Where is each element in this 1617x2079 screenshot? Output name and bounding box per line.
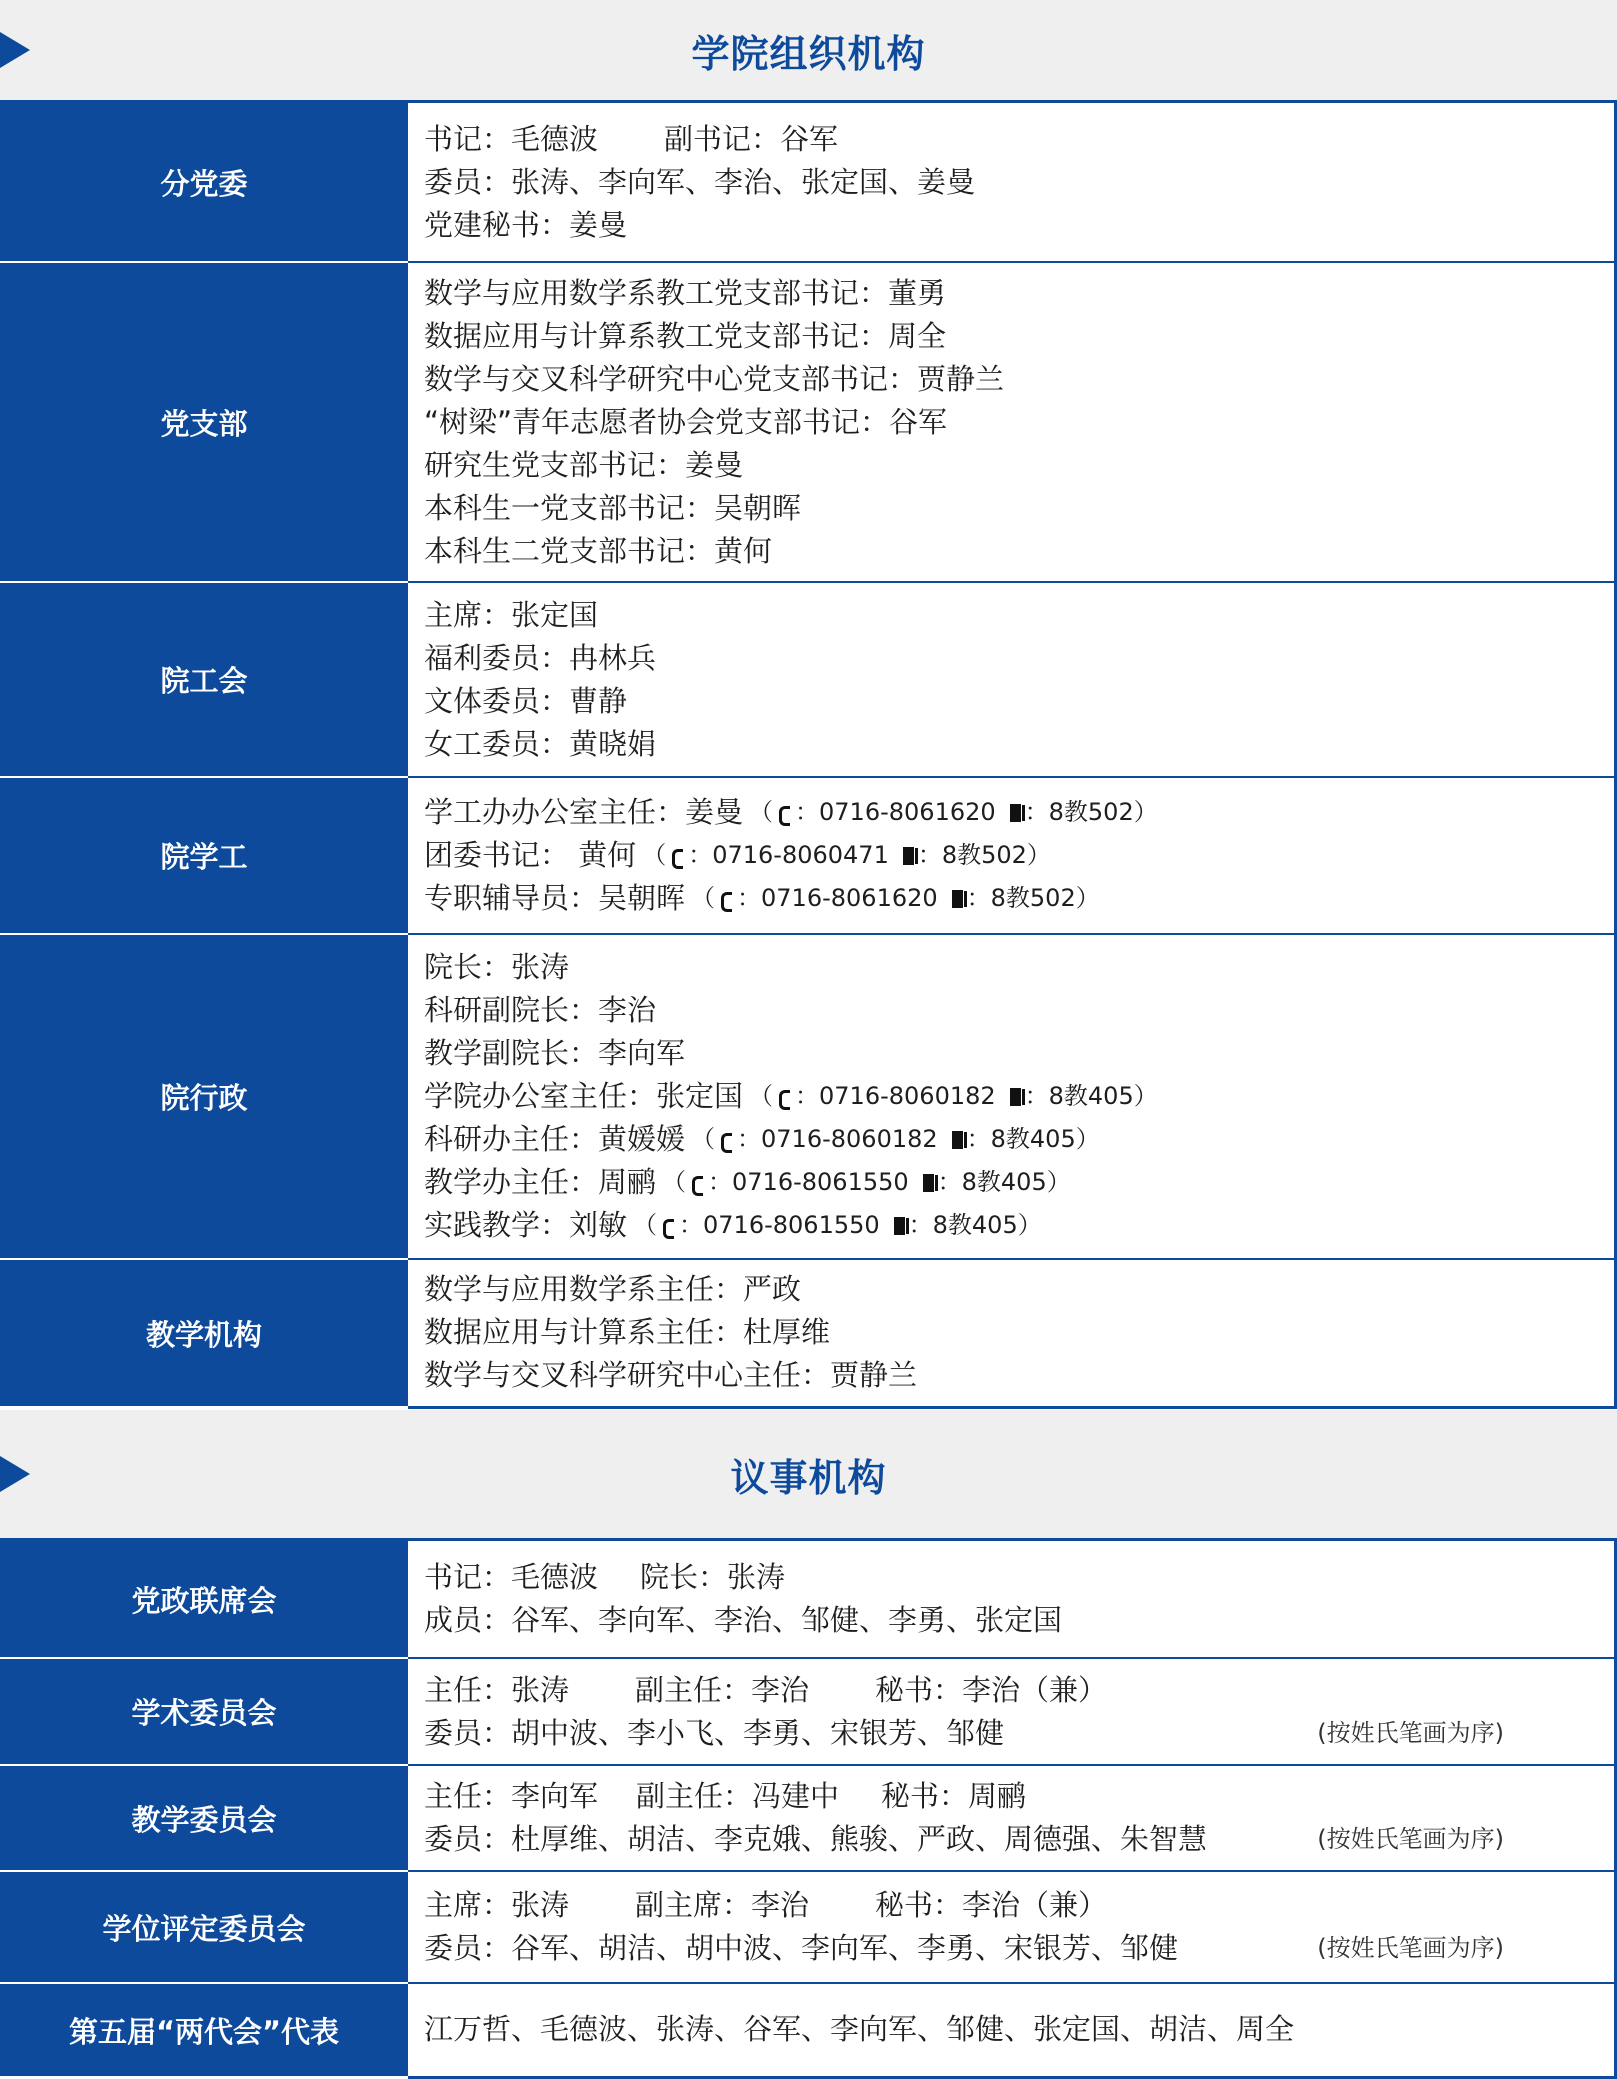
room-number: 8教502 [990, 884, 1076, 912]
table-row [0, 262, 1616, 582]
text-line: 本科生一党支部书记：吴朝晖 [424, 490, 802, 525]
table-row [0, 1765, 1616, 1871]
text-line: 研究生党支部书记：姜曼 [424, 447, 744, 482]
order-note: (按姓氏笔画为序) [1317, 1825, 1504, 1853]
text-line: 教学办主任：周鹂 [424, 1165, 657, 1199]
text-line: 主任：李向军 [424, 1779, 599, 1813]
row-content-ldh [408, 1983, 1616, 2077]
text-line: 团委书记： 黄何 [424, 838, 637, 872]
phone-number: 0716-8060471 [712, 841, 889, 869]
section-title-org: 学院组织机构 [691, 31, 926, 76]
door-icon [1010, 1088, 1021, 1106]
text-line: 副主任：李治 [635, 1672, 810, 1707]
text-line: 党建秘书：姜曼 [424, 207, 628, 242]
text-line: 数学与应用数学系教工党支部书记：董勇 [424, 275, 947, 310]
text-line: 院长：张涛 [424, 950, 570, 984]
arrow-marker-icon [0, 32, 30, 68]
table-row [0, 777, 1616, 934]
section-header-org [0, 0, 1617, 100]
text-line: 委员：胡中波、李小飞、李勇、宋银芳、邹健 [424, 1715, 1005, 1750]
phone-number: 0716-8060182 [761, 1125, 938, 1153]
text-line: 学院办公室主任：张定国 [424, 1079, 744, 1113]
phone-icon [777, 1088, 791, 1106]
text-line: 副书记：谷军 [664, 121, 839, 156]
order-note: (按姓氏笔画为序) [1317, 1718, 1504, 1747]
door-icon [952, 1131, 963, 1149]
section-title-council: 议事机构 [730, 1455, 887, 1500]
room-number: 8教405 [932, 1211, 1018, 1239]
door-icon [1010, 804, 1021, 822]
text-line: 秘书：李治（兼） [875, 1888, 1108, 1922]
text-line: 成员：谷军、李向军、李治、邹健、李勇、张定国 [424, 1603, 1063, 1637]
text-line: 书记：毛德波 [424, 121, 599, 156]
text-line: 院长：张涛 [640, 1560, 786, 1594]
text-line: 数学与交叉科学研究中心主任：贾静兰 [424, 1358, 918, 1393]
table-row [0, 1259, 1616, 1407]
door-icon [894, 1217, 905, 1235]
text-line: 科研副院长：李治 [424, 993, 657, 1027]
text-line: 副主任：冯建中 [636, 1779, 840, 1813]
text-line: 科研办主任：黄媛媛 [424, 1122, 686, 1156]
row-content-jxwyh [408, 1765, 1616, 1871]
section-header-council [0, 1410, 1617, 1538]
text-line: 数学与应用数学系主任：严政 [424, 1272, 802, 1307]
row-label-xwpd: 学位评定委员会 [0, 1871, 408, 1983]
text-line: 书记：毛德波 [424, 1560, 599, 1594]
text-line: 数学与交叉科学研究中心党支部书记：贾静兰 [424, 361, 1005, 396]
phone-icon [777, 804, 791, 822]
room-number: 8教502 [1048, 798, 1134, 826]
door-icon [952, 890, 963, 908]
arrow-marker-icon [0, 1456, 30, 1492]
table-row [0, 582, 1616, 777]
text-line: 委员：杜厚维、胡洁、李克娥、熊骏、严政、周德强、朱智慧 [424, 1822, 1208, 1856]
text-line: 主席：张涛 [424, 1888, 570, 1922]
room-number: 8教405 [961, 1168, 1047, 1196]
row-content-ygh [408, 582, 1616, 777]
text-line: “树梁”青年志愿者协会党支部书记：谷军 [424, 404, 948, 439]
row-label-yxz: 院行政 [0, 934, 408, 1259]
row-content-yxg: 学工办办公室主任：姜曼 （ ： 0716-8061620 ： 8教502 ） 团委书记： 黄何 （ ： 0716-8060471 ： 8教502 ） 专职辅导员：吴朝晖 （ ： 0716-8061620 ： 8教502 ） [408, 777, 1616, 934]
text-line: 数据应用与计算系主任：杜厚维 [424, 1315, 831, 1350]
door-icon [923, 1174, 934, 1192]
phone-number: 0716-8061620 [819, 798, 996, 826]
row-content-yxz: 院长：张涛 科研副院长：李治 教学副院长：李向军 学院办公室主任：张定国 （ ： 0716-8060182 ： 8教405 ） 科研办主任：黄媛媛 （ ： 0716-8060182 ： 8教405 ） 教学办主任：周鹂 （ ： 0716-8061550 ： 8教405 ） 实践教学：刘敏 （ ： 0716-8061550 ： 8教405 ） [408, 934, 1616, 1259]
phone-icon [690, 1174, 704, 1192]
text-line: 专职辅导员：吴朝晖 [424, 881, 686, 915]
text-line: 教学副院长：李向军 [424, 1036, 686, 1070]
phone-icon [719, 1131, 733, 1149]
text-line: 福利委员：冉林兵 [424, 640, 657, 675]
phone-number: 0716-8061550 [732, 1168, 909, 1196]
text-line: 委员：张涛、李向军、李治、张定国、姜曼 [424, 164, 976, 199]
council-table [0, 1541, 1617, 2079]
row-label-dzb: 党支部 [0, 262, 408, 582]
text-line: 委员：谷军、胡洁、胡中波、李向军、李勇、宋银芳、邹健 [424, 1931, 1179, 1965]
text-line: 主席：张定国 [424, 597, 599, 632]
door-icon [903, 847, 914, 865]
room-number: 8教502 [941, 841, 1027, 869]
text-line: 学工办办公室主任：姜曼 [424, 795, 744, 829]
table-row [0, 1541, 1616, 1658]
text-line: 秘书：李治（兼） [875, 1672, 1108, 1707]
phone-icon [661, 1217, 675, 1235]
row-content-jxjg [408, 1259, 1616, 1407]
text-line: 副主席：李治 [635, 1888, 810, 1922]
org-structure-table [0, 103, 1617, 1409]
table-row [0, 1983, 1616, 2077]
order-note: (按姓氏笔画为序) [1317, 1934, 1504, 1962]
phone-icon [719, 890, 733, 908]
phone-icon [670, 847, 684, 865]
row-label-dzlxh: 党政联席会 [0, 1541, 408, 1658]
table-row [0, 103, 1616, 262]
room-number: 8教405 [990, 1125, 1076, 1153]
phone-number: 0716-8061550 [703, 1211, 880, 1239]
row-content-dzlxh [408, 1541, 1616, 1658]
text-line: 主任：张涛 [424, 1672, 570, 1707]
text-line: 江万哲、毛德波、张涛、谷军、李向军、邹健、张定国、胡洁、周全 [424, 2012, 1295, 2047]
row-label-jxwyh: 教学委员会 [0, 1765, 408, 1871]
row-label-yxg: 院学工 [0, 777, 408, 934]
table-row [0, 1658, 1616, 1765]
text-line: 数据应用与计算系教工党支部书记：周全 [424, 318, 947, 353]
text-line: 女工委员：黄晓娟 [424, 726, 657, 761]
row-content-xwpd [408, 1871, 1616, 1983]
row-label-xswyh: 学术委员会 [0, 1658, 408, 1765]
text-line: 文体委员：曹静 [424, 683, 628, 718]
phone-number: 0716-8061620 [761, 884, 938, 912]
table-row [0, 1871, 1616, 1983]
row-content-dzb [408, 262, 1616, 582]
row-label-ygh: 院工会 [0, 582, 408, 777]
row-label-ldh: 第五届“两代会”代表 [0, 1983, 408, 2077]
text-line: 秘书：周鹂 [881, 1779, 1027, 1813]
row-label-fdw: 分党委 [0, 103, 408, 262]
phone-number: 0716-8060182 [819, 1082, 996, 1110]
row-label-jxjg: 教学机构 [0, 1259, 408, 1407]
room-number: 8教405 [1048, 1082, 1134, 1110]
row-content-xswyh [408, 1658, 1616, 1765]
text-line: 实践教学：刘敏 [424, 1208, 628, 1242]
text-line: 本科生二党支部书记：黄何 [424, 533, 773, 568]
table-row [0, 934, 1616, 1259]
row-content-fdw [408, 103, 1616, 262]
